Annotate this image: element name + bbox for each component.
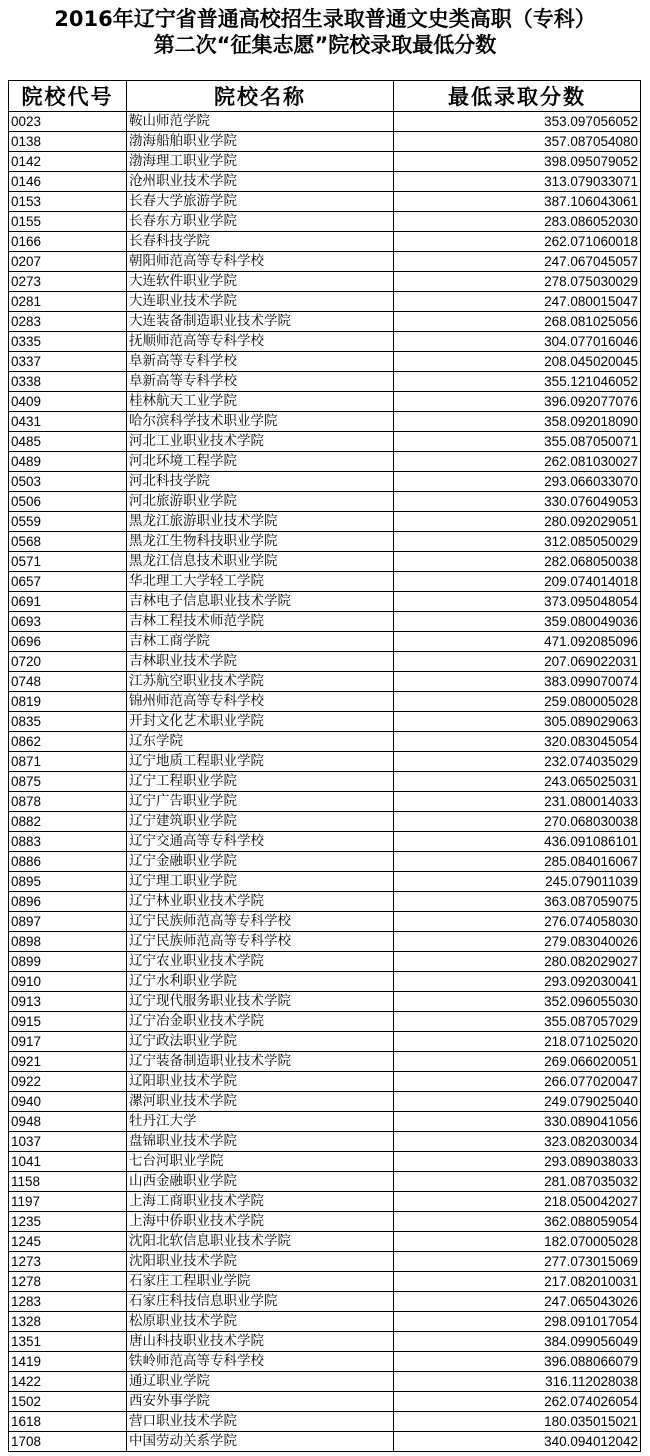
school-code-cell: 1351 — [9, 1332, 127, 1352]
school-name-cell: 哈尔滨科学技术职业学院 — [127, 412, 394, 432]
school-code-cell: 0338 — [9, 372, 127, 392]
table-row — [9, 272, 641, 292]
school-name-cell: 吉林工商学院 — [127, 632, 394, 652]
school-name-cell: 上海中侨职业技术学院 — [127, 1212, 394, 1232]
school-code-cell: 1235 — [9, 1212, 127, 1232]
school-name-cell: 长春大学旅游学院 — [127, 192, 394, 212]
table-row — [9, 952, 641, 972]
school-code-cell: 0875 — [9, 772, 127, 792]
header-min-score: 最低录取分数 — [394, 81, 641, 112]
school-name-cell: 长春东方职业学院 — [127, 212, 394, 232]
school-name-cell: 辽宁政法职业学院 — [127, 1032, 394, 1052]
school-name-cell: 营口职业技术学院 — [127, 1412, 394, 1432]
school-name-cell: 辽宁金融职业学院 — [127, 852, 394, 872]
school-name-cell: 辽宁农业职业技术学院 — [127, 952, 394, 972]
school-code-cell: 0917 — [9, 1032, 127, 1052]
school-code-cell: 1197 — [9, 1192, 127, 1212]
table-row — [9, 692, 641, 712]
school-code-cell: 0940 — [9, 1092, 127, 1112]
min-score-cell: 207.069022031 — [394, 652, 641, 672]
table-row — [9, 832, 641, 852]
min-score-cell: 330.089041056 — [394, 1112, 641, 1132]
school-name-cell: 盘锦职业技术学院 — [127, 1132, 394, 1152]
min-score-cell: 323.082030034 — [394, 1132, 641, 1152]
school-code-cell: 0155 — [9, 212, 127, 232]
school-name-cell: 辽宁林业职业技术学院 — [127, 892, 394, 912]
school-code-cell: 0720 — [9, 652, 127, 672]
table-row — [9, 1192, 641, 1212]
school-code-cell: 1245 — [9, 1232, 127, 1252]
school-name-cell: 辽宁水利职业学院 — [127, 972, 394, 992]
table-row — [9, 872, 641, 892]
table-row — [9, 1072, 641, 1092]
min-score-cell: 362.088059054 — [394, 1212, 641, 1232]
min-score-cell: 298.091017054 — [394, 1312, 641, 1332]
school-code-cell: 0748 — [9, 672, 127, 692]
table-row — [9, 312, 641, 332]
school-name-cell: 辽宁现代服务职业技术学院 — [127, 992, 394, 1012]
school-name-cell: 朝阳师范高等专科学校 — [127, 252, 394, 272]
school-name-cell: 江苏航空职业技术学院 — [127, 672, 394, 692]
min-score-cell: 231.080014033 — [394, 792, 641, 812]
school-code-cell: 0503 — [9, 472, 127, 492]
school-code-cell: 0142 — [9, 152, 127, 172]
min-score-cell: 396.092077076 — [394, 392, 641, 412]
min-score-cell: 281.087035032 — [394, 1172, 641, 1192]
school-code-cell: 0559 — [9, 512, 127, 532]
min-score-cell: 384.099056049 — [394, 1332, 641, 1352]
school-name-cell: 黑龙江信息技术职业学院 — [127, 552, 394, 572]
table-row — [9, 172, 641, 192]
school-name-cell: 辽宁冶金职业技术学院 — [127, 1012, 394, 1032]
table-row — [9, 712, 641, 732]
min-score-cell: 387.106043061 — [394, 192, 641, 212]
min-score-cell: 383.099070074 — [394, 672, 641, 692]
school-code-cell: 0921 — [9, 1052, 127, 1072]
admission-score-table — [8, 80, 641, 1452]
table-row — [9, 452, 641, 472]
min-score-cell: 232.074035029 — [394, 752, 641, 772]
school-code-cell: 0571 — [9, 552, 127, 572]
min-score-cell: 355.087057029 — [394, 1012, 641, 1032]
table-row — [9, 212, 641, 232]
min-score-cell: 269.066020051 — [394, 1052, 641, 1072]
school-code-cell: 0871 — [9, 752, 127, 772]
min-score-cell: 312.085050029 — [394, 532, 641, 552]
min-score-cell: 373.095048054 — [394, 592, 641, 612]
min-score-cell: 340.094012042 — [394, 1432, 641, 1452]
min-score-cell: 280.092029051 — [394, 512, 641, 532]
min-score-cell: 398.095079052 — [394, 152, 641, 172]
min-score-cell: 262.071060018 — [394, 232, 641, 252]
school-code-cell: 1037 — [9, 1132, 127, 1152]
min-score-cell: 436.091086101 — [394, 832, 641, 852]
school-name-cell: 鞍山师范学院 — [127, 112, 394, 132]
school-code-cell: 0948 — [9, 1112, 127, 1132]
min-score-cell: 280.082029027 — [394, 952, 641, 972]
school-code-cell: 0910 — [9, 972, 127, 992]
min-score-cell: 247.080015047 — [394, 292, 641, 312]
table-row — [9, 1352, 641, 1372]
school-name-cell: 辽宁交通高等专科学校 — [127, 832, 394, 852]
min-score-cell: 359.080049036 — [394, 612, 641, 632]
school-code-cell: 0283 — [9, 312, 127, 332]
min-score-cell: 293.092030041 — [394, 972, 641, 992]
school-code-cell: 0489 — [9, 452, 127, 472]
school-name-cell: 阜新高等专科学校 — [127, 352, 394, 372]
school-name-cell: 抚顺师范高等专科学校 — [127, 332, 394, 352]
page-title-line-2: 第二次“征集志愿”院校录取最低分数 — [153, 33, 497, 57]
school-code-cell: 1419 — [9, 1352, 127, 1372]
school-code-cell: 1273 — [9, 1252, 127, 1272]
school-name-cell: 开封文化艺术职业学院 — [127, 712, 394, 732]
table-row — [9, 1052, 641, 1072]
school-code-cell: 0899 — [9, 952, 127, 972]
min-score-cell: 305.089029063 — [394, 712, 641, 732]
school-name-cell: 西安外事学院 — [127, 1392, 394, 1412]
min-score-cell: 247.065043026 — [394, 1292, 641, 1312]
table-row — [9, 972, 641, 992]
min-score-cell: 357.087054080 — [394, 132, 641, 152]
table-row — [9, 532, 641, 552]
school-code-cell: 0819 — [9, 692, 127, 712]
school-code-cell: 0922 — [9, 1072, 127, 1092]
school-code-cell: 0485 — [9, 432, 127, 452]
table-row — [9, 792, 641, 812]
header-school-name: 院校名称 — [127, 81, 394, 112]
min-score-cell: 243.065025031 — [394, 772, 641, 792]
school-name-cell: 七台河职业学院 — [127, 1152, 394, 1172]
school-name-cell: 吉林工程技术师范学院 — [127, 612, 394, 632]
school-name-cell: 辽宁民族师范高等专科学校 — [127, 912, 394, 932]
school-code-cell: 0896 — [9, 892, 127, 912]
school-code-cell: 0882 — [9, 812, 127, 832]
table-row — [9, 1252, 641, 1272]
school-code-cell: 0273 — [9, 272, 127, 292]
school-name-cell: 华北理工大学轻工学院 — [127, 572, 394, 592]
min-score-cell: 266.077020047 — [394, 1072, 641, 1092]
min-score-cell: 363.087059075 — [394, 892, 641, 912]
school-name-cell: 河北工业职业技术学院 — [127, 432, 394, 452]
min-score-cell: 282.068050038 — [394, 552, 641, 572]
school-name-cell: 石家庄工程职业学院 — [127, 1272, 394, 1292]
table-row — [9, 492, 641, 512]
min-score-cell: 293.089038033 — [394, 1152, 641, 1172]
table-row — [9, 652, 641, 672]
school-code-cell: 0898 — [9, 932, 127, 952]
school-code-cell: 0895 — [9, 872, 127, 892]
table-row — [9, 1092, 641, 1112]
min-score-cell: 247.067045057 — [394, 252, 641, 272]
school-code-cell: 0146 — [9, 172, 127, 192]
school-code-cell: 0409 — [9, 392, 127, 412]
school-code-cell: 0281 — [9, 292, 127, 312]
school-name-cell: 松原职业技术学院 — [127, 1312, 394, 1332]
school-name-cell: 辽东学院 — [127, 732, 394, 752]
school-code-cell: 0862 — [9, 732, 127, 752]
min-score-cell: 262.081030027 — [394, 452, 641, 472]
min-score-cell: 304.077016046 — [394, 332, 641, 352]
table-row — [9, 852, 641, 872]
school-code-cell: 0886 — [9, 852, 127, 872]
school-code-cell: 0335 — [9, 332, 127, 352]
table-row — [9, 812, 641, 832]
min-score-cell: 262.074026054 — [394, 1392, 641, 1412]
page-title-line-1: 2016年辽宁省普通高校招生录取普通文史类高职（专科） — [54, 7, 596, 31]
school-name-cell: 铁岭师范高等专科学校 — [127, 1352, 394, 1372]
min-score-cell: 285.084016067 — [394, 852, 641, 872]
table-row — [9, 1152, 641, 1172]
school-code-cell: 0913 — [9, 992, 127, 1012]
school-code-cell: 0657 — [9, 572, 127, 592]
school-name-cell: 辽宁理工职业学院 — [127, 872, 394, 892]
school-code-cell: 0696 — [9, 632, 127, 652]
school-name-cell: 辽宁建筑职业学院 — [127, 812, 394, 832]
table-row — [9, 1332, 641, 1352]
school-code-cell: 0897 — [9, 912, 127, 932]
min-score-cell: 355.087050071 — [394, 432, 641, 452]
school-code-cell: 1283 — [9, 1292, 127, 1312]
min-score-cell: 277.073015069 — [394, 1252, 641, 1272]
table-header-row — [9, 81, 641, 112]
school-name-cell: 沈阳北软信息职业技术学院 — [127, 1232, 394, 1252]
min-score-cell: 180.035015021 — [394, 1412, 641, 1432]
table-row — [9, 1292, 641, 1312]
school-name-cell: 黑龙江旅游职业技术学院 — [127, 512, 394, 532]
table-row — [9, 612, 641, 632]
table-row — [9, 1132, 641, 1152]
table-row — [9, 372, 641, 392]
min-score-cell: 270.068030038 — [394, 812, 641, 832]
school-name-cell: 辽宁工程职业学院 — [127, 772, 394, 792]
school-name-cell: 河北环境工程学院 — [127, 452, 394, 472]
school-code-cell: 0138 — [9, 132, 127, 152]
table-row — [9, 432, 641, 452]
school-code-cell: 0693 — [9, 612, 127, 632]
min-score-cell: 293.066033070 — [394, 472, 641, 492]
min-score-cell: 358.092018090 — [394, 412, 641, 432]
table-row — [9, 332, 641, 352]
table-row — [9, 592, 641, 612]
school-name-cell: 辽宁地质工程职业学院 — [127, 752, 394, 772]
table-row — [9, 732, 641, 752]
school-name-cell: 桂林航天工业学院 — [127, 392, 394, 412]
school-name-cell: 漯河职业技术学院 — [127, 1092, 394, 1112]
min-score-cell: 279.083040026 — [394, 932, 641, 952]
min-score-cell: 320.083045054 — [394, 732, 641, 752]
min-score-cell: 355.121046052 — [394, 372, 641, 392]
min-score-cell: 245.079011039 — [394, 872, 641, 892]
min-score-cell: 283.086052030 — [394, 212, 641, 232]
school-name-cell: 渤海船舶职业学院 — [127, 132, 394, 152]
school-code-cell: 0915 — [9, 1012, 127, 1032]
school-name-cell: 渤海理工职业学院 — [127, 152, 394, 172]
school-code-cell: 1158 — [9, 1172, 127, 1192]
min-score-cell: 182.070005028 — [394, 1232, 641, 1252]
school-code-cell: 0691 — [9, 592, 127, 612]
table-row — [9, 1412, 641, 1432]
table-row — [9, 1272, 641, 1292]
table-row — [9, 572, 641, 592]
min-score-cell: 316.112028038 — [394, 1372, 641, 1392]
school-code-cell: 1618 — [9, 1412, 127, 1432]
table-row — [9, 1032, 641, 1052]
table-row — [9, 752, 641, 772]
school-code-cell: 0883 — [9, 832, 127, 852]
school-name-cell: 辽宁装备制造职业技术学院 — [127, 1052, 394, 1072]
school-code-cell: 1041 — [9, 1152, 127, 1172]
table-row — [9, 512, 641, 532]
table-row — [9, 1372, 641, 1392]
table-row — [9, 232, 641, 252]
school-name-cell: 河北科技学院 — [127, 472, 394, 492]
school-name-cell: 牡丹江大学 — [127, 1112, 394, 1132]
school-code-cell: 0878 — [9, 792, 127, 812]
school-name-cell: 大连职业技术学院 — [127, 292, 394, 312]
school-name-cell: 辽阳职业技术学院 — [127, 1072, 394, 1092]
min-score-cell: 218.071025020 — [394, 1032, 641, 1052]
school-name-cell: 大连软件职业学院 — [127, 272, 394, 292]
table-row — [9, 292, 641, 312]
table-row — [9, 192, 641, 212]
school-code-cell: 0835 — [9, 712, 127, 732]
school-code-cell: 0023 — [9, 112, 127, 132]
min-score-cell: 217.082010031 — [394, 1272, 641, 1292]
table-row — [9, 112, 641, 132]
school-code-cell: 1278 — [9, 1272, 127, 1292]
school-name-cell: 吉林职业技术学院 — [127, 652, 394, 672]
school-name-cell: 上海工商职业技术学院 — [127, 1192, 394, 1212]
school-name-cell: 长春科技学院 — [127, 232, 394, 252]
table-row — [9, 472, 641, 492]
school-code-cell: 1328 — [9, 1312, 127, 1332]
school-name-cell: 山西金融职业学院 — [127, 1172, 394, 1192]
school-name-cell: 通辽职业学院 — [127, 1372, 394, 1392]
table-row — [9, 352, 641, 372]
table-row — [9, 992, 641, 1012]
table-row — [9, 912, 641, 932]
school-name-cell: 沈阳职业技术学院 — [127, 1252, 394, 1272]
min-score-cell: 209.074014018 — [394, 572, 641, 592]
school-name-cell: 辽宁广告职业学院 — [127, 792, 394, 812]
school-name-cell: 河北旅游职业学院 — [127, 492, 394, 512]
school-code-cell: 0207 — [9, 252, 127, 272]
school-code-cell: 0568 — [9, 532, 127, 552]
table-row — [9, 1112, 641, 1132]
table-row — [9, 1432, 641, 1452]
school-name-cell: 辽宁民族师范高等专科学校 — [127, 932, 394, 952]
min-score-cell: 353.097056052 — [394, 112, 641, 132]
table-row — [9, 772, 641, 792]
min-score-cell: 208.045020045 — [394, 352, 641, 372]
min-score-cell: 268.081025056 — [394, 312, 641, 332]
table-row — [9, 672, 641, 692]
table-row — [9, 932, 641, 952]
school-name-cell: 石家庄科技信息职业学院 — [127, 1292, 394, 1312]
school-code-cell: 0506 — [9, 492, 127, 512]
table-row — [9, 392, 641, 412]
school-code-cell: 0153 — [9, 192, 127, 212]
table-row — [9, 132, 641, 152]
table-row — [9, 1012, 641, 1032]
header-school-code: 院校代号 — [9, 81, 127, 112]
min-score-cell: 218.050042027 — [394, 1192, 641, 1212]
min-score-cell: 276.074058030 — [394, 912, 641, 932]
school-code-cell: 1708 — [9, 1432, 127, 1452]
table-row — [9, 1392, 641, 1412]
min-score-cell: 352.096055030 — [394, 992, 641, 1012]
school-name-cell: 阜新高等专科学校 — [127, 372, 394, 392]
min-score-cell: 330.076049053 — [394, 492, 641, 512]
school-name-cell: 大连装备制造职业技术学院 — [127, 312, 394, 332]
table-row — [9, 1172, 641, 1192]
table-row — [9, 1312, 641, 1332]
min-score-cell: 249.079025040 — [394, 1092, 641, 1112]
min-score-cell: 313.079033071 — [394, 172, 641, 192]
min-score-cell: 278.075030029 — [394, 272, 641, 292]
school-name-cell: 沧州职业技术学院 — [127, 172, 394, 192]
min-score-cell: 396.088066079 — [394, 1352, 641, 1372]
table-row — [9, 152, 641, 172]
school-code-cell: 1422 — [9, 1372, 127, 1392]
table-row — [9, 892, 641, 912]
table-row — [9, 1212, 641, 1232]
min-score-cell: 471.092085096 — [394, 632, 641, 652]
school-name-cell: 黑龙江生物科技职业学院 — [127, 532, 394, 552]
school-name-cell: 锦州师范高等专科学校 — [127, 692, 394, 712]
table-row — [9, 252, 641, 272]
table-row — [9, 552, 641, 572]
school-code-cell: 0431 — [9, 412, 127, 432]
school-code-cell: 1502 — [9, 1392, 127, 1412]
school-code-cell: 0166 — [9, 232, 127, 252]
table-body — [9, 112, 641, 1452]
school-code-cell: 0337 — [9, 352, 127, 372]
school-name-cell: 唐山科技职业技术学院 — [127, 1332, 394, 1352]
school-name-cell: 中国劳动关系学院 — [127, 1432, 394, 1452]
table-row — [9, 412, 641, 432]
table-row — [9, 1232, 641, 1252]
table-row — [9, 632, 641, 652]
school-name-cell: 吉林电子信息职业技术学院 — [127, 592, 394, 612]
min-score-cell: 259.080005028 — [394, 692, 641, 712]
